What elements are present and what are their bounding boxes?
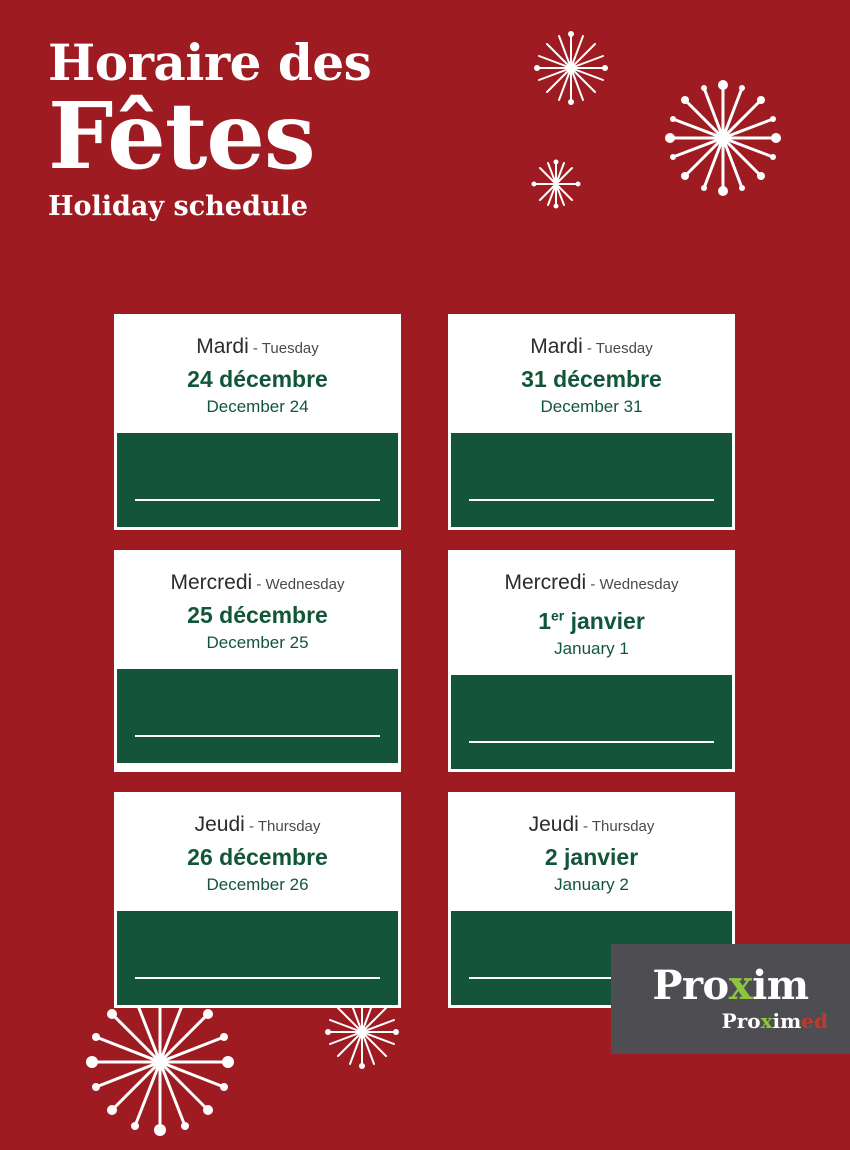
date-label-fr <box>127 842 388 872</box>
logo-sub-part-2: im <box>772 1009 802 1033</box>
title-line-2: Fêtes <box>48 82 315 190</box>
schedule-card <box>114 314 401 530</box>
logo-part-2: im <box>752 962 809 1009</box>
day-separator: - <box>244 817 258 835</box>
schedule-card-writein-area[interactable] <box>117 433 398 527</box>
day-label-fr: Mardi <box>196 335 249 358</box>
date-label-fr <box>127 600 388 630</box>
date-text-fr: 26 décembre <box>187 843 328 870</box>
day-label-fr: Mercredi <box>504 571 587 594</box>
schedule-card <box>448 314 735 530</box>
date-text-fr: 2 janvier <box>544 843 639 870</box>
day-line <box>461 813 722 839</box>
write-in-line <box>135 499 380 501</box>
schedule-card-writein-area[interactable] <box>451 675 732 769</box>
date-label-fr <box>461 842 722 872</box>
day-label-fr: Mercredi <box>170 571 253 594</box>
date-text-fr: 31 décembre <box>521 366 662 392</box>
day-separator: - <box>582 340 596 357</box>
write-in-line <box>469 741 714 743</box>
schedule-card-header <box>117 795 398 911</box>
day-label-en: Wednesday <box>599 576 679 593</box>
day-label-fr: Jeudi <box>528 812 579 836</box>
date-label-fr <box>127 364 388 394</box>
day-label-en: Tuesday <box>595 340 653 357</box>
schedule-card-writein-area[interactable] <box>451 433 732 527</box>
schedule-card-header <box>451 317 732 433</box>
schedule-card <box>114 550 401 772</box>
title-line-1: Horaire des <box>48 33 372 92</box>
logo-wordmark <box>652 962 809 1009</box>
date-text-fr: 24 décembre <box>187 366 328 392</box>
day-separator: - <box>252 576 266 593</box>
day-label-en: Thursday <box>257 817 321 835</box>
schedule-card-header <box>451 795 732 911</box>
date-text-fr: 1er janvier <box>538 607 645 634</box>
logo-part-1: Pro <box>652 962 729 1009</box>
date-text-fr: 25 décembre <box>187 602 328 628</box>
write-in-line <box>135 735 380 737</box>
day-label-fr: Mardi <box>530 335 583 358</box>
subtitle: Holiday schedule <box>48 191 308 222</box>
write-in-line <box>135 977 380 979</box>
schedule-card-header <box>117 317 398 433</box>
day-label-fr: Jeudi <box>194 812 245 836</box>
day-line <box>127 571 388 597</box>
date-label-en: December 26 <box>206 874 309 894</box>
date-label-fr <box>461 600 722 636</box>
schedule-card-writein-area[interactable] <box>117 911 398 1005</box>
date-label-en: December 31 <box>540 397 643 416</box>
schedule-row <box>114 314 735 530</box>
day-line <box>461 335 722 361</box>
schedule-card <box>448 550 735 772</box>
day-line <box>127 813 388 839</box>
proxim-logo <box>611 944 850 1054</box>
logo-sub-part-3: ed <box>801 1009 828 1033</box>
logo-sub-part-1: Pro <box>721 1009 761 1033</box>
day-label-en: Wednesday <box>265 576 345 593</box>
day-separator: - <box>578 817 592 835</box>
date-label-en: January 1 <box>554 638 629 658</box>
logo-sub-x-icon: x <box>760 1009 773 1033</box>
day-line <box>461 571 722 597</box>
schedule-card-writein-area[interactable] <box>117 669 398 763</box>
poster-header <box>48 34 568 224</box>
write-in-line <box>469 499 714 501</box>
day-separator: - <box>586 576 600 593</box>
snowflake-icon <box>660 75 786 206</box>
day-separator: - <box>248 340 262 357</box>
schedule-card-header <box>451 553 732 675</box>
date-label-en: January 2 <box>554 874 629 894</box>
day-label-en: Tuesday <box>261 340 319 357</box>
date-label-en: December 24 <box>206 397 309 416</box>
schedule-grid <box>114 314 735 1008</box>
schedule-card <box>114 792 401 1008</box>
schedule-card-header <box>117 553 398 669</box>
day-label-en: Thursday <box>591 817 655 835</box>
day-line <box>127 335 388 361</box>
schedule-row <box>114 550 735 772</box>
logo-sub-wordmark <box>722 1009 828 1033</box>
logo-x-icon: x <box>728 962 753 1009</box>
date-label-fr <box>461 364 722 394</box>
date-label-en: December 25 <box>206 633 309 652</box>
